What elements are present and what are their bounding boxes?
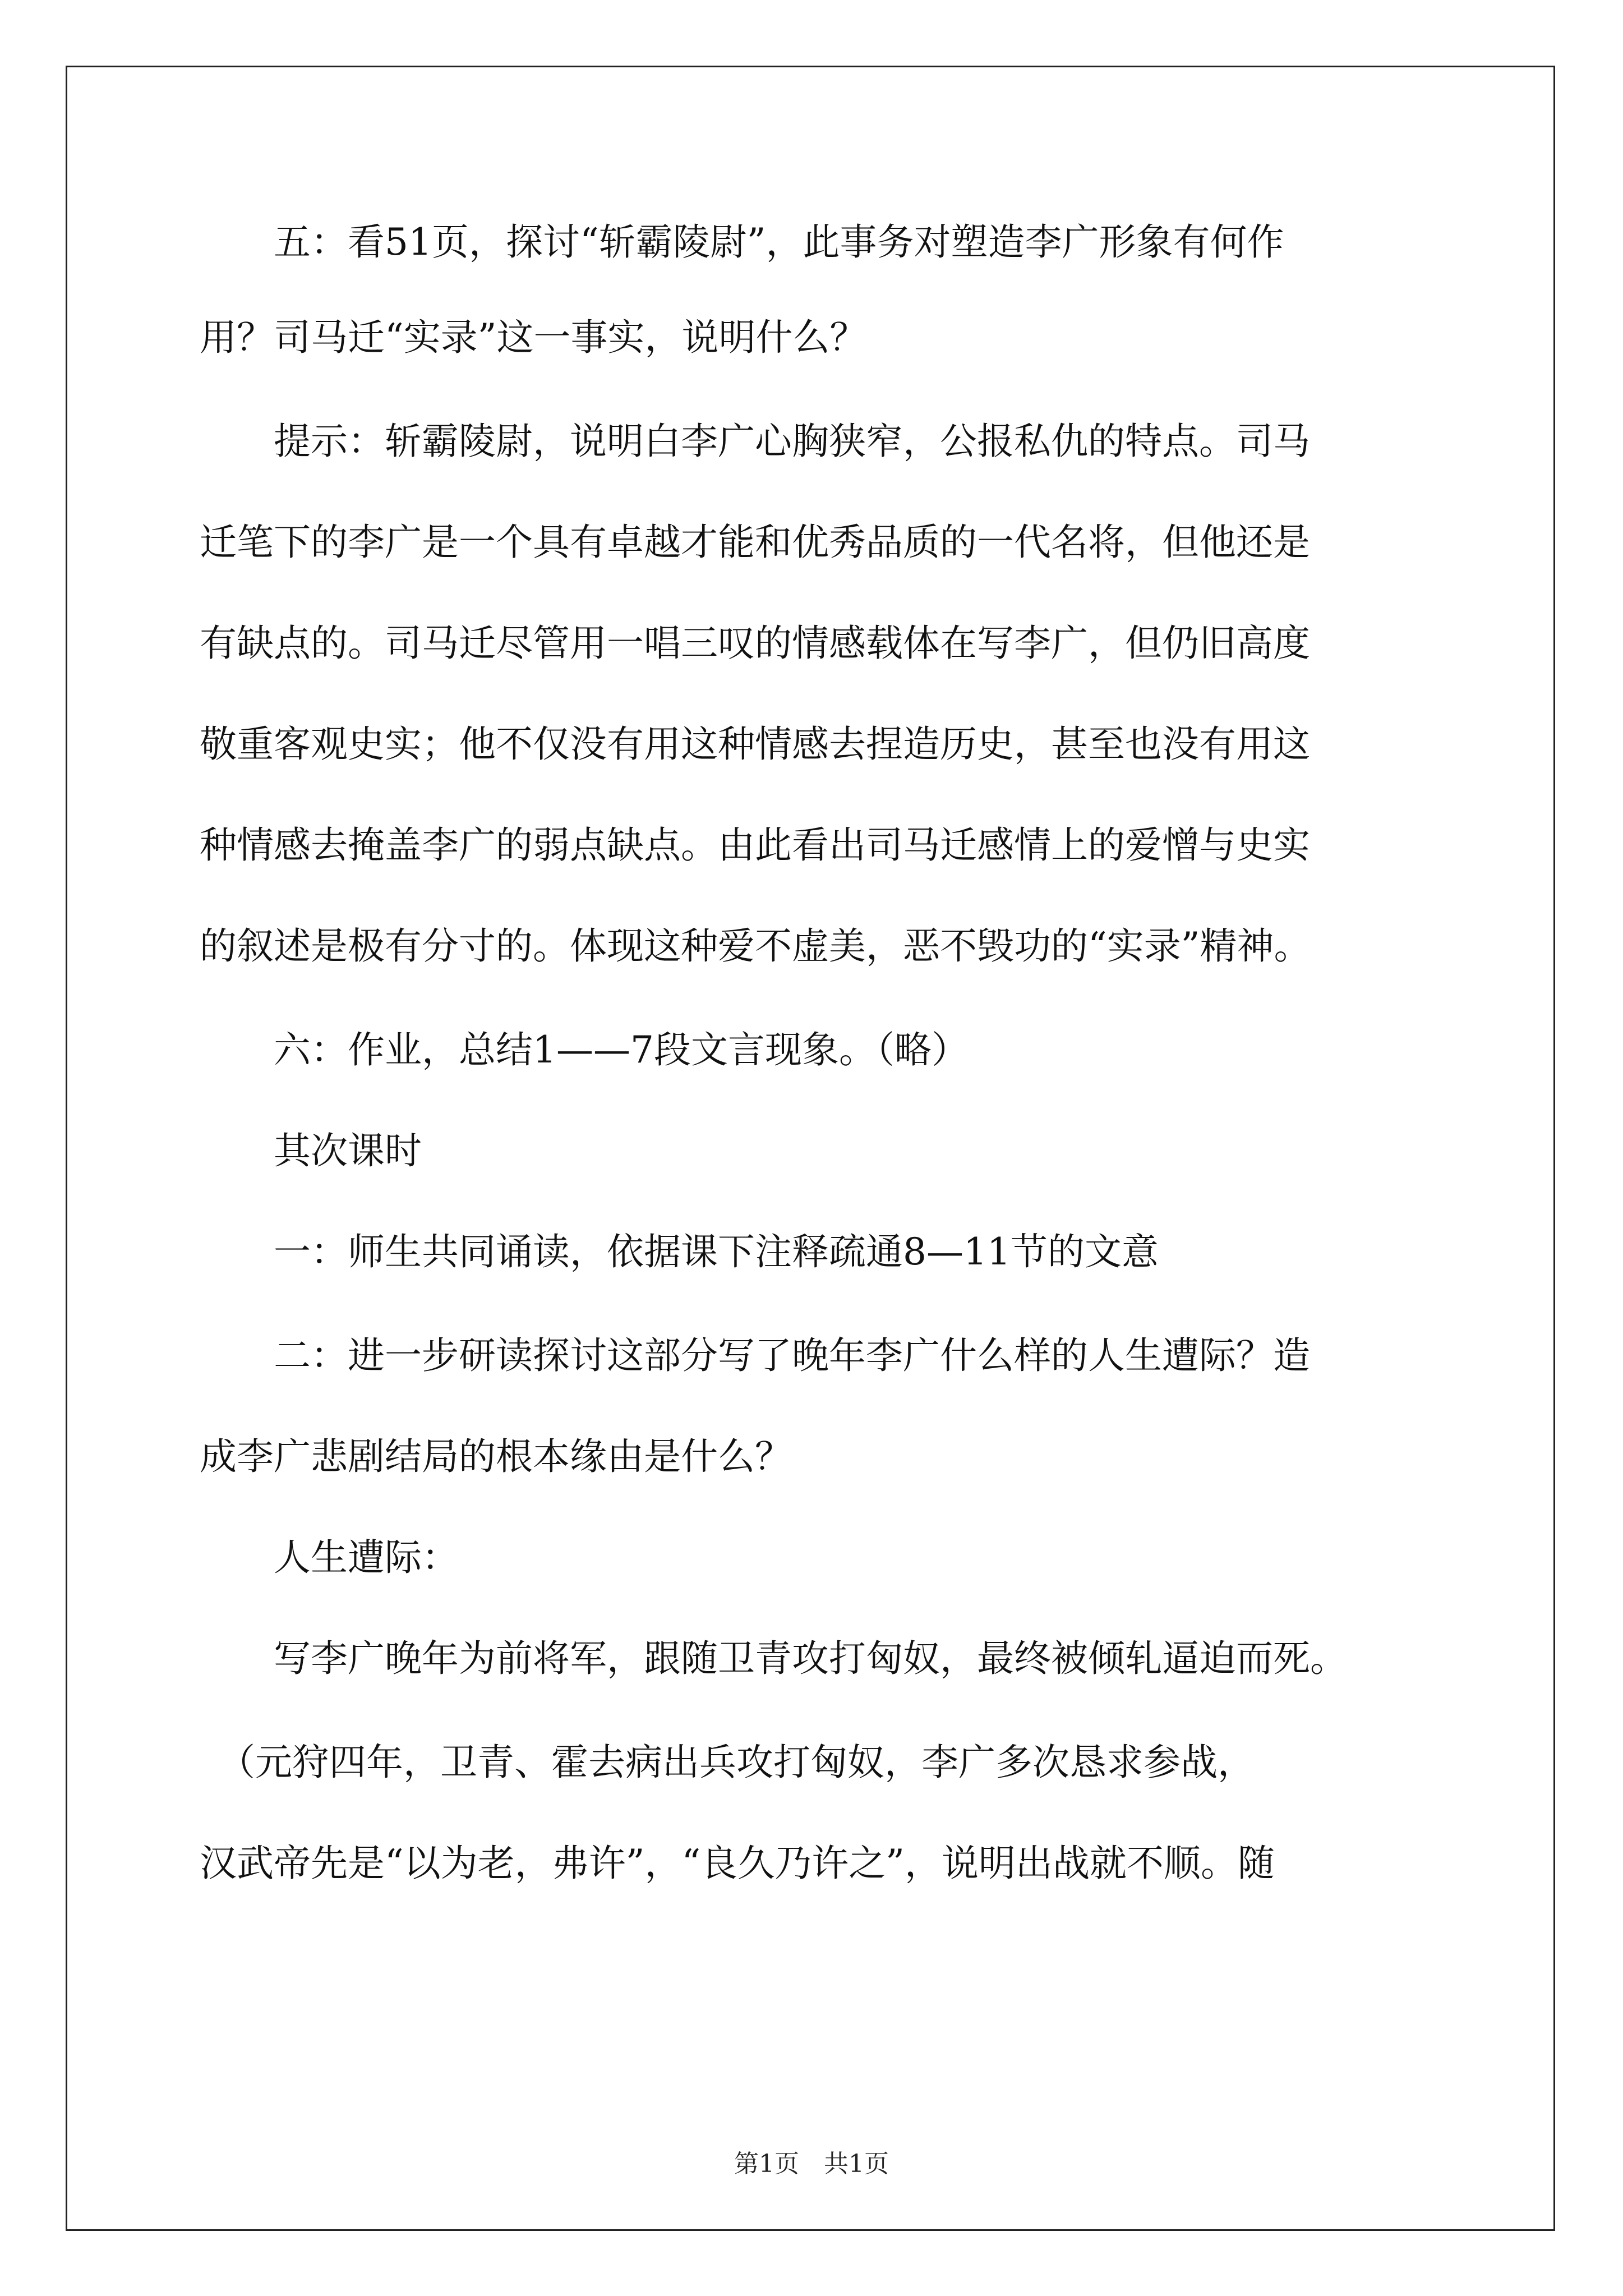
text-line: 其次课时: [200, 1129, 422, 1172]
text-line: （元狩四年，卫青、霍去病出兵攻打匈奴，李广多次恳求参战，: [200, 1741, 1255, 1784]
text-line: 敬重客观史实；他不仅没有用这种情感去捏造历史，甚至也没有用这: [200, 723, 1310, 766]
text-line: 的叙述是极有分寸的。体现这种爱不虚美，恶不毁功的“实录”精神。: [200, 924, 1311, 968]
text-line: 汉武帝先是“以为老，弗许”，“良久乃许之”，说明出战就不顺。随: [200, 1842, 1275, 1885]
text-line: 提示：斩霸陵尉，说明白李广心胸狭窄，公报私仇的特点。司马: [200, 420, 1310, 463]
text-line: 写李广晚年为前将军，跟随卫青攻打匈奴，最终被倾轧逼迫而死。: [200, 1637, 1347, 1680]
text-line: 用？司马迁“实录”这一事实，说明什么？: [200, 316, 867, 359]
text-line: 成李广悲剧结局的根本缘由是什么？: [200, 1435, 792, 1478]
page-footer: 第1页 共1页: [734, 2150, 889, 2178]
text-line: 种情感去掩盖李广的弱点缺点。由此看出司马迁感情上的爱憎与史实: [200, 823, 1310, 867]
text-line: 二：进一步研读探讨这部分写了晚年李广什么样的人生遭际？造: [200, 1334, 1310, 1377]
text-line: 迁笔下的李广是一个具有卓越才能和优秀品质的一代名将，但他还是: [200, 521, 1310, 564]
text-line: 一：师生共同诵读，依据课下注释疏通8—11节的文意: [200, 1230, 1159, 1273]
text-line: 五：看51页，探讨“斩霸陵尉”，此事务对塑造李广形象有何作: [200, 220, 1284, 264]
text-line: 六：作业，总结1——7段文言现象。（略）: [200, 1028, 969, 1071]
text-line: 有缺点的。司马迁尽管用一唱三叹的情感载体在写李广，但仍旧高度: [200, 622, 1310, 665]
text-line: 人生遭际：: [200, 1536, 459, 1579]
